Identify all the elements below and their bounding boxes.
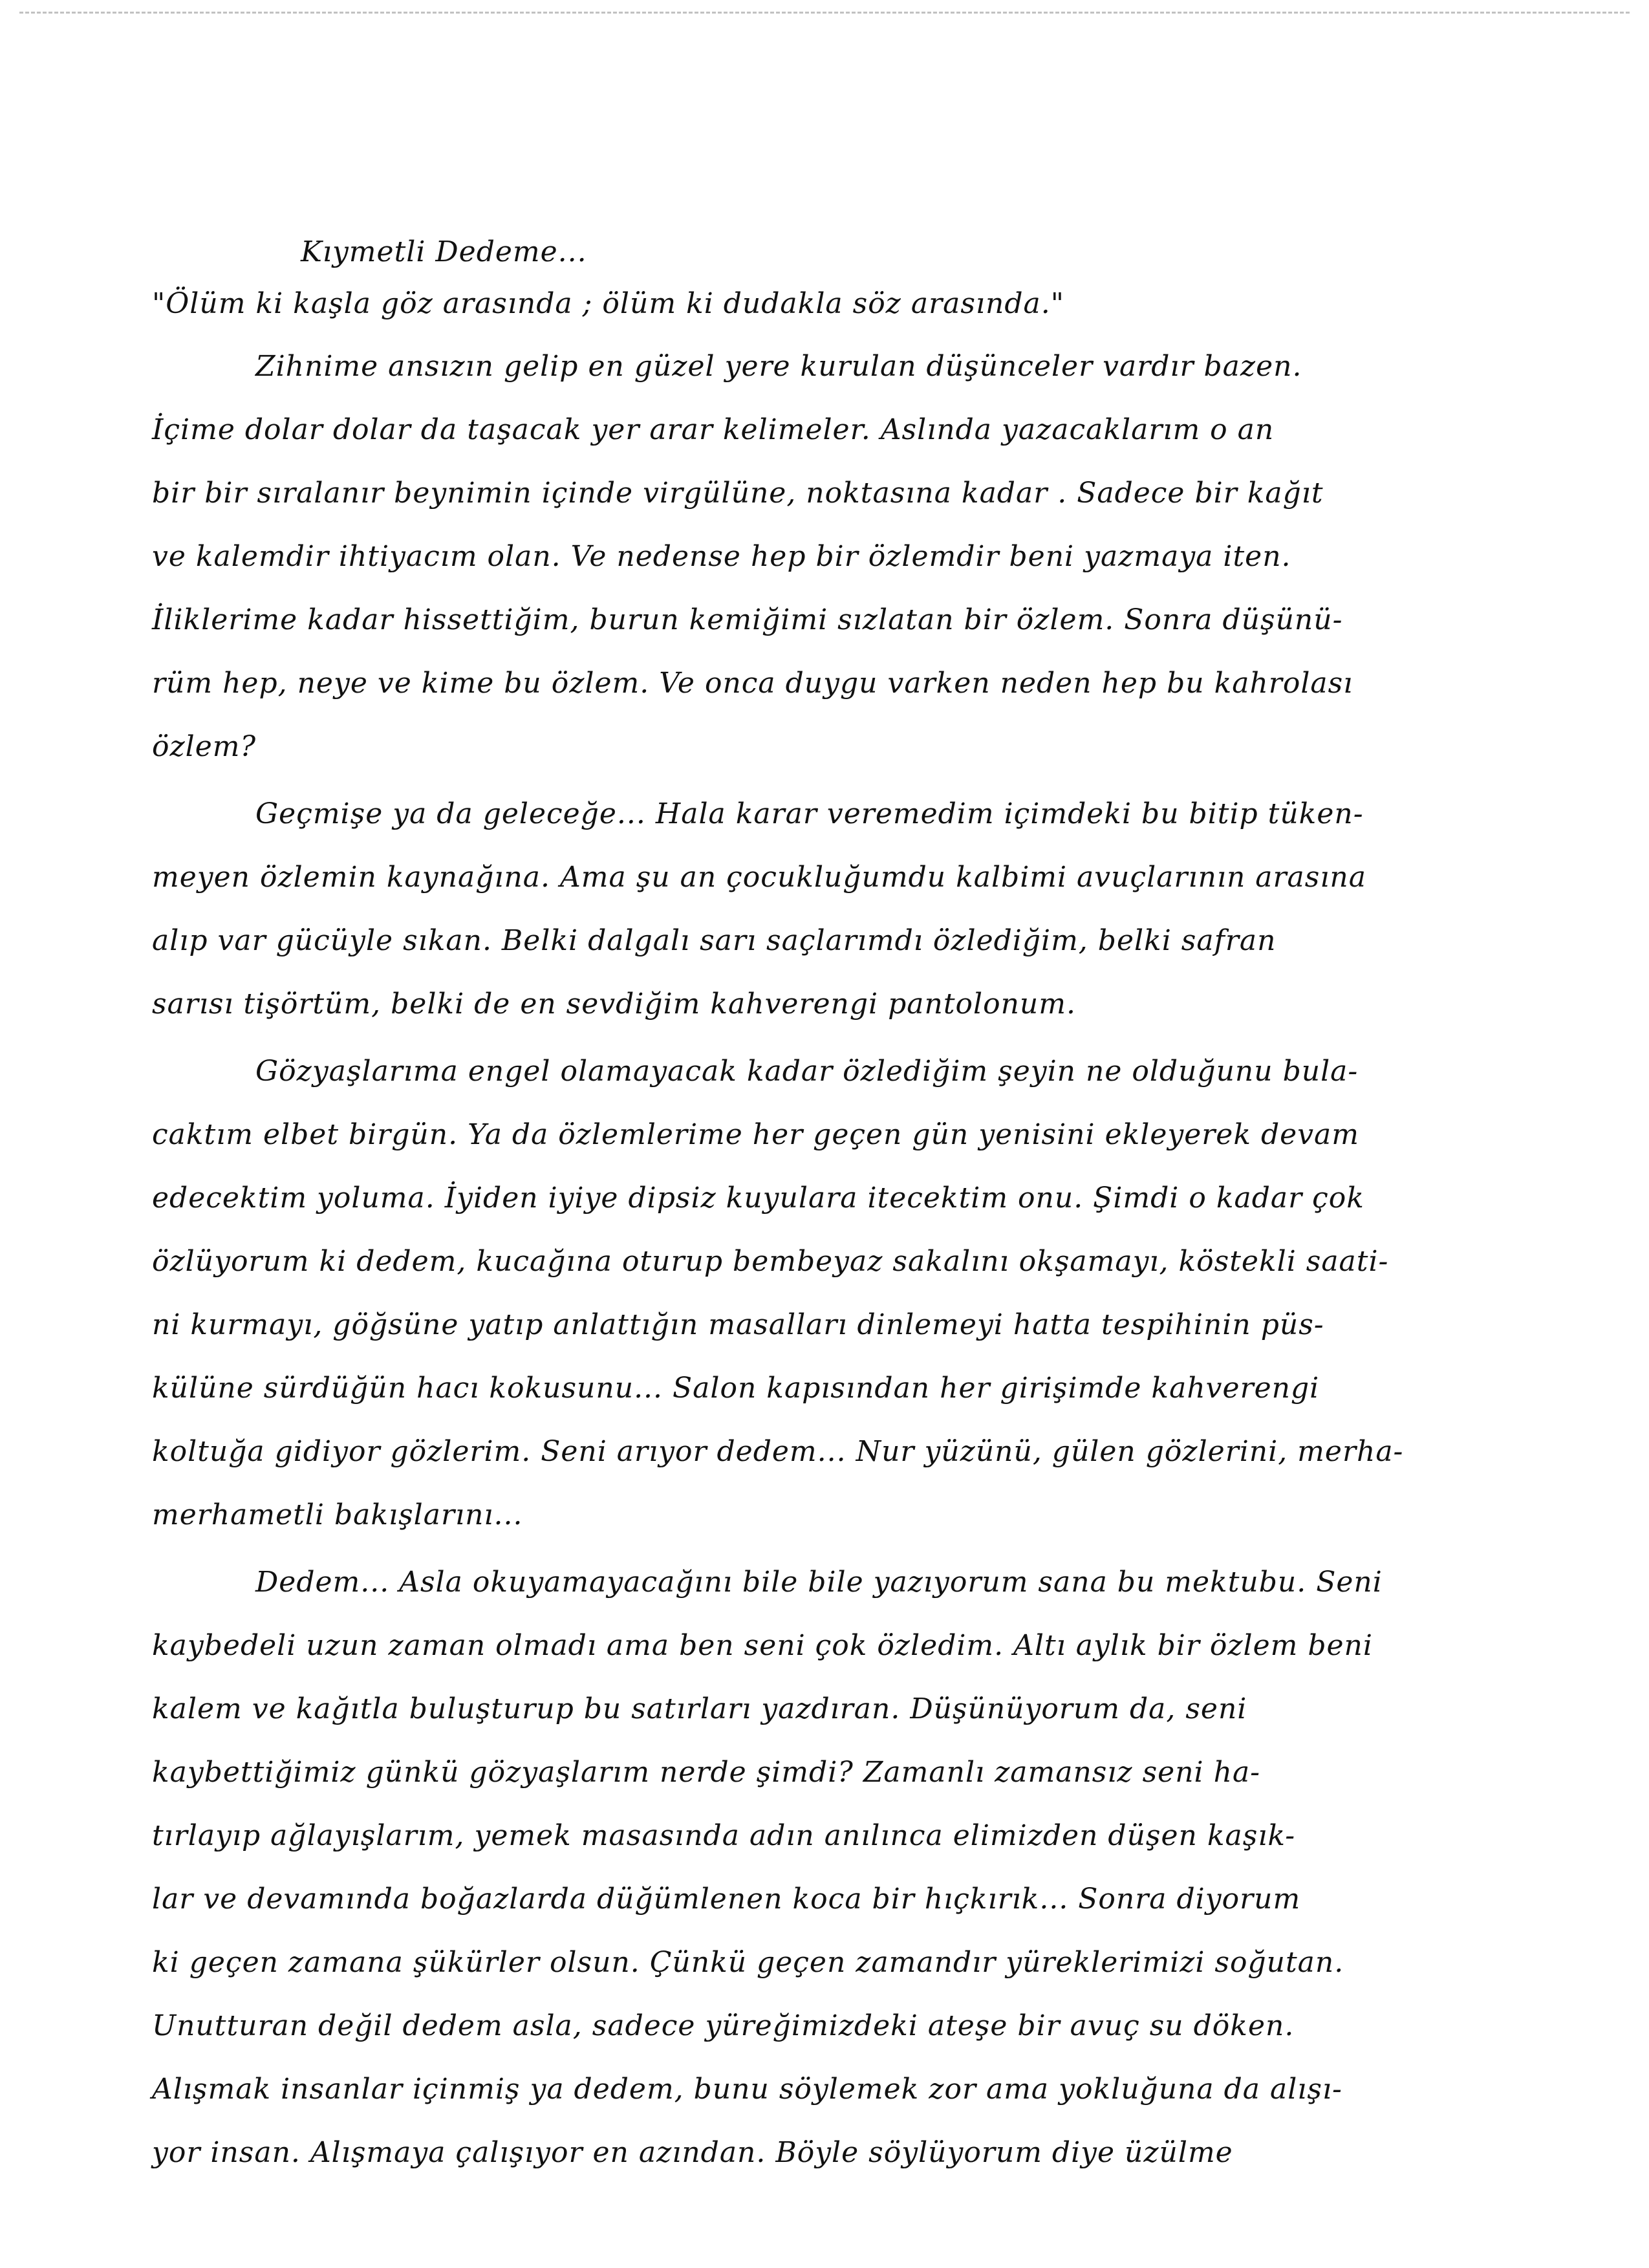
paragraph-2 [152, 783, 1542, 1036]
paragraph-4 [152, 1551, 1542, 2185]
text-line: kaybettiğimiz günkü gözyaşlarım nerde şimdi? Zamanlı zamansız seni ha- [152, 1756, 1261, 1789]
text-line: Gözyaşlarıma engel olamayacak kadar özlediğim şeyin ne olduğunu bula- [255, 1055, 1359, 1088]
text-line: alıp var gücüyle sıkan. Belki dalgalı sarı saçlarımdı özlediğim, belki safran [152, 924, 1277, 957]
text-line: merhametli bakışlarını... [152, 1498, 523, 1531]
text-line: Dedem... Asla okuyamayacağını bile bile yazıyorum sana bu mektubu. Seni [255, 1566, 1383, 1599]
text-line: koltuğa gidiyor gözlerim. Seni arıyor dedem... Nur yüzünü, gülen gözlerini, merha- [152, 1435, 1404, 1468]
text-line: kaybedeli uzun zaman olmadı ama ben seni çok özledim. Altı aylık bir özlem beni [152, 1629, 1373, 1662]
text-line: külüne sürdüğün hacı kokusunu... Salon kapısından her girişimde kahverengi [152, 1372, 1320, 1405]
text-line: Unutturan değil dedem asla, sadece yüreğimizdeki ateşe bir avuç su döken. [152, 2009, 1295, 2042]
text-line: tırlayıp ağlayışlarım, yemek masasında adın anılınca elimizden düşen kaşık- [152, 1819, 1296, 1852]
paragraph-1 [152, 335, 1542, 779]
text-line: ni kurmayı, göğsüne yatıp anlattığın masalları dinlemeyi hatta tespihinin püs- [152, 1308, 1324, 1341]
text-line: Geçmişe ya da geleceğe... Hala karar veremedim içimdeki bu bitip tüken- [255, 797, 1364, 830]
text-line: lar ve devamında boğazlarda düğümlenen koca bir hıçkırık... Sonra diyorum [152, 1883, 1301, 1916]
letter-quote: "Ölüm ki kaşla göz arasında ; ölüm ki dudakla söz arasında." [152, 287, 1064, 320]
text-line: özlüyorum ki dedem, kucağına oturup bembeyaz sakalını okşamayı, köstekli saati- [152, 1245, 1389, 1278]
text-line: ve kalemdir ihtiyacım olan. Ve nedense hep bir özlemdir beni yazmaya iten. [152, 540, 1291, 573]
text-line: kalem ve kağıtla buluşturup bu satırları yazdıran. Düşünüyorum da, seni [152, 1692, 1247, 1725]
text-line: İliklerime kadar hissettiğim, burun kemiğimi sızlatan bir özlem. Sonra düşünü- [152, 603, 1343, 636]
text-line: Zihnime ansızın gelip en güzel yere kurulan düşünceler vardır bazen. [255, 350, 1302, 383]
text-line: ki geçen zamana şükürler olsun. Çünkü geçen zamandır yüreklerimizi soğutan. [152, 1946, 1344, 1979]
letter-greeting: Kıymetli Dedeme... [301, 235, 587, 268]
text-line: meyen özlemin kaynağına. Ama şu an çocukluğumdu kalbimi avuçlarının arasına [152, 861, 1366, 894]
text-line: özlem? [152, 730, 257, 763]
text-line: yor insan. Alışmaya çalışıyor en azından. Böyle söylüyorum diye üzülme [152, 2136, 1233, 2169]
text-line: sarısı tişörtüm, belki de en sevdiğim kahverengi pantolonum. [152, 988, 1076, 1021]
paragraph-3 [152, 1040, 1542, 1547]
text-line: edecektim yoluma. İyiden iyiye dipsiz kuyulara itecektim onu. Şimdi o kadar çok [152, 1182, 1364, 1215]
text-line: bir bir sıralanır beynimin içinde virgülüne, noktasına kadar . Sadece bir kağıt [152, 477, 1324, 510]
text-line: Alışmak insanlar içinmiş ya dedem, bunu söylemek zor ama yokluğuna da alışı- [152, 2073, 1342, 2106]
text-line: caktım elbet birgün. Ya da özlemlerime her geçen gün yenisini ekleyerek devam [152, 1118, 1360, 1151]
text-line: İçime dolar dolar da taşacak yer arar kelimeler. Aslında yazacaklarım o an [152, 413, 1275, 446]
scan-border-line [19, 12, 1630, 14]
text-line: rüm hep, neye ve kime bu özlem. Ve onca duygu varken neden hep bu kahrolası [152, 667, 1353, 700]
handwritten-letter [152, 232, 1542, 2188]
